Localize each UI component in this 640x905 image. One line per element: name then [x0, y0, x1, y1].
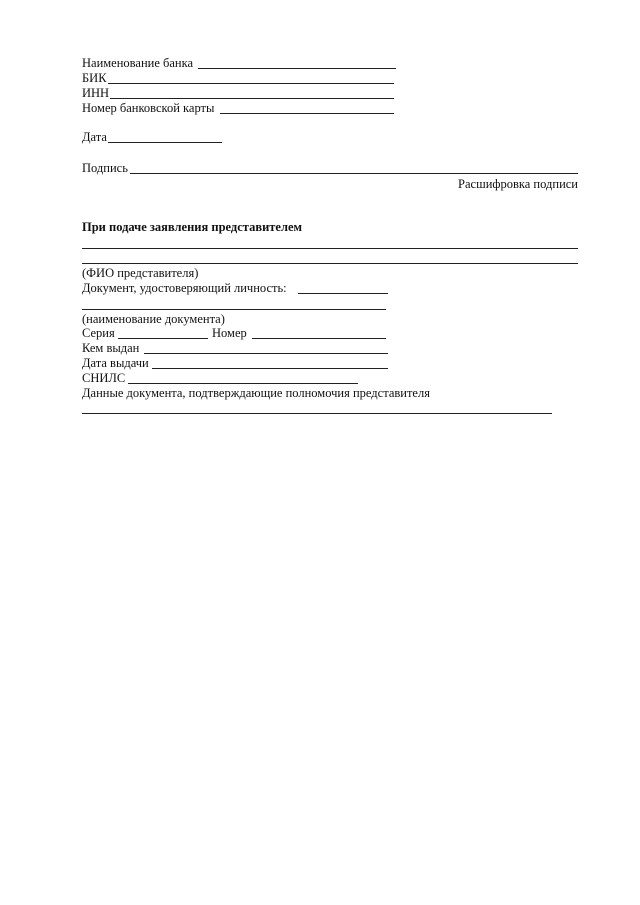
- id-document-label: Документ, удостоверяющий личность:: [82, 281, 287, 295]
- bik-line: [108, 83, 394, 84]
- snils-label: СНИЛС: [82, 371, 126, 385]
- representative-heading: При подаче заявления представителем: [82, 220, 303, 234]
- card-number-label: Номер банковской карты: [82, 101, 215, 115]
- signature-decode-label: Расшифровка подписи: [458, 177, 578, 191]
- document-name-line: [82, 309, 386, 310]
- date-line: [108, 142, 222, 143]
- signature-label: Подпись: [82, 161, 128, 175]
- card-number-line: [220, 113, 394, 114]
- date-label: Дата: [82, 130, 107, 144]
- inn-label: ИНН: [82, 86, 110, 100]
- inn-line: [110, 98, 394, 99]
- issue-date-line: [152, 368, 388, 369]
- series-line: [118, 338, 208, 339]
- bank-name-line: [198, 68, 396, 69]
- representative-line-1: [82, 248, 578, 249]
- document-name-caption: (наименование документа): [82, 312, 225, 326]
- signature-line: [130, 173, 578, 174]
- bank-name-label: Наименование банка: [82, 56, 194, 70]
- number-line: [252, 338, 386, 339]
- id-document-line: [298, 293, 388, 294]
- series-label: Серия: [82, 326, 115, 340]
- issued-by-label: Кем выдан: [82, 341, 140, 355]
- issued-by-line: [144, 353, 388, 354]
- bik-label: БИК: [82, 71, 107, 85]
- authority-docs-line: [82, 413, 552, 414]
- authority-docs-label: Данные документа, подтверждающие полномочия представителя: [82, 386, 430, 400]
- fio-caption: (ФИО представителя): [82, 266, 199, 280]
- issue-date-label: Дата выдачи: [82, 356, 149, 370]
- snils-line: [128, 383, 358, 384]
- representative-fio-line: [82, 263, 578, 264]
- number-label: Номер: [212, 326, 247, 340]
